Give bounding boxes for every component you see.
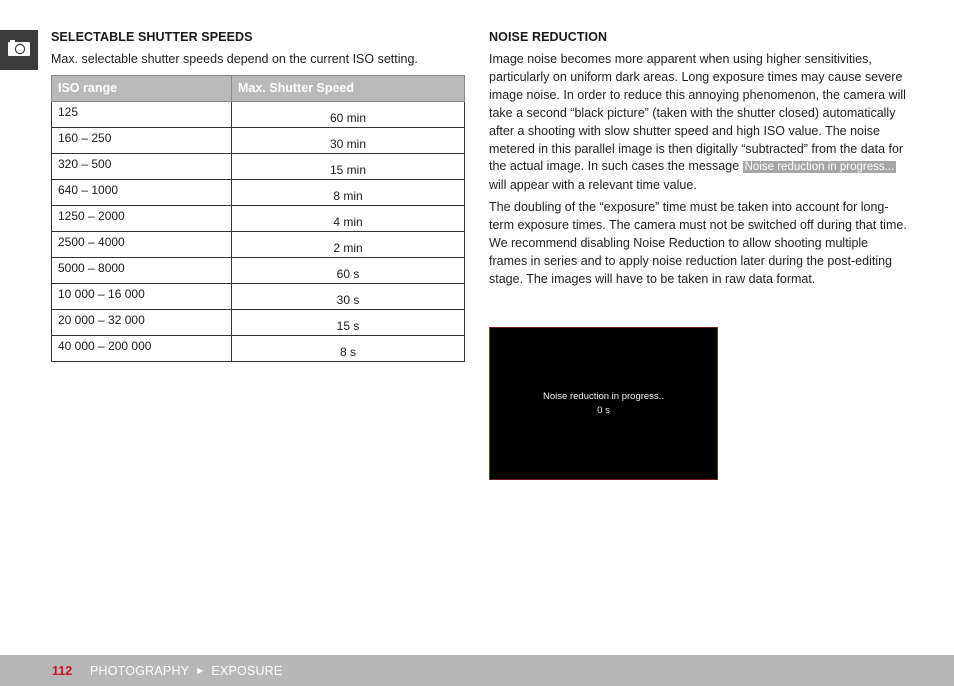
column-header-speed: Max. Shutter Speed [232, 75, 465, 101]
table-row [52, 283, 465, 309]
table-row [52, 179, 465, 205]
table-row [52, 127, 465, 153]
table-row [52, 205, 465, 231]
iso-range-cell: 2500 – 4000 [52, 231, 232, 257]
iso-range-cell: 20 000 – 32 000 [52, 309, 232, 335]
iso-range-cell: 40 000 – 200 000 [52, 335, 232, 361]
table-row [52, 335, 465, 361]
iso-range-cell: 160 – 250 [52, 127, 232, 153]
camera-screen-preview [489, 327, 718, 480]
page-number: 112 [52, 663, 73, 678]
max-shutter-speed-cell: 15 s [232, 309, 465, 335]
noise-p1-text: Image noise becomes more apparent when using higher sensitivities, particularly on uniform dark areas. Long exposure times may cause severe image noise. In order to reduce this annoying phenomenon, the camera will take a second “black picture” (taken with the shutter closed) automatically after a shooting with slow shutter speed and high ISO value. The noise metered in this parallel image is then digitally “subtracted” from the data for the actual image. In such cases the message [489, 52, 906, 174]
noise-paragraph-1 [489, 51, 909, 195]
max-shutter-speed-cell: 15 min [232, 153, 465, 179]
section-heading-noise: NOISE REDUCTION [489, 30, 608, 44]
chapter-tab [0, 30, 38, 70]
table-row [52, 101, 465, 127]
shutter-speed-table [51, 75, 465, 362]
max-shutter-speed-cell: 4 min [232, 205, 465, 231]
right-column [489, 28, 909, 289]
iso-range-cell: 320 – 500 [52, 153, 232, 179]
table-row [52, 309, 465, 335]
camera-icon [7, 39, 31, 62]
section-heading-shutter: SELECTABLE SHUTTER SPEEDS [51, 30, 253, 44]
table-header-row [52, 75, 465, 101]
iso-range-cell: 125 [52, 101, 232, 127]
breadcrumb-subsection: EXPOSURE [211, 663, 283, 678]
breadcrumb-section: PHOTOGRAPHY [90, 663, 190, 678]
max-shutter-speed-cell: 8 s [232, 335, 465, 361]
table-row [52, 153, 465, 179]
left-column [51, 28, 465, 362]
shutter-intro: Max. selectable shutter speeds depend on the current ISO setting. [51, 52, 418, 66]
iso-range-cell: 5000 – 8000 [52, 257, 232, 283]
column-header-iso: ISO range [52, 75, 232, 101]
iso-range-cell: 10 000 – 16 000 [52, 283, 232, 309]
noise-paragraph-2: The doubling of the “exposure” time must be taken into account for long-term exposure times. The camera must not be switched off during that time. We recommend disabling Noise Reduction to allow shooting multiple frames in series and to apply noise reduction later during the post-editing stage. The images will have to be taken in raw data format. [489, 200, 907, 286]
noise-message-highlight: Noise reduction in progress... [744, 161, 895, 174]
table-row [52, 231, 465, 257]
max-shutter-speed-cell: 60 s [232, 257, 465, 283]
noise-p1-tail: will appear with a relevant time value. [489, 178, 697, 193]
max-shutter-speed-cell: 8 min [232, 179, 465, 205]
max-shutter-speed-cell: 30 s [232, 283, 465, 309]
table-row [52, 257, 465, 283]
max-shutter-speed-cell: 60 min [232, 101, 465, 127]
table-body [52, 101, 465, 361]
triangle-right-icon: ▶ [197, 666, 204, 675]
iso-range-cell: 1250 – 2000 [52, 205, 232, 231]
iso-range-cell: 640 – 1000 [52, 179, 232, 205]
max-shutter-speed-cell: 30 min [232, 127, 465, 153]
page-footer [0, 655, 954, 686]
screen-time-value: 0 s [597, 405, 610, 416]
max-shutter-speed-cell: 2 min [232, 231, 465, 257]
screen-message: Noise reduction in progress.. [543, 391, 664, 402]
